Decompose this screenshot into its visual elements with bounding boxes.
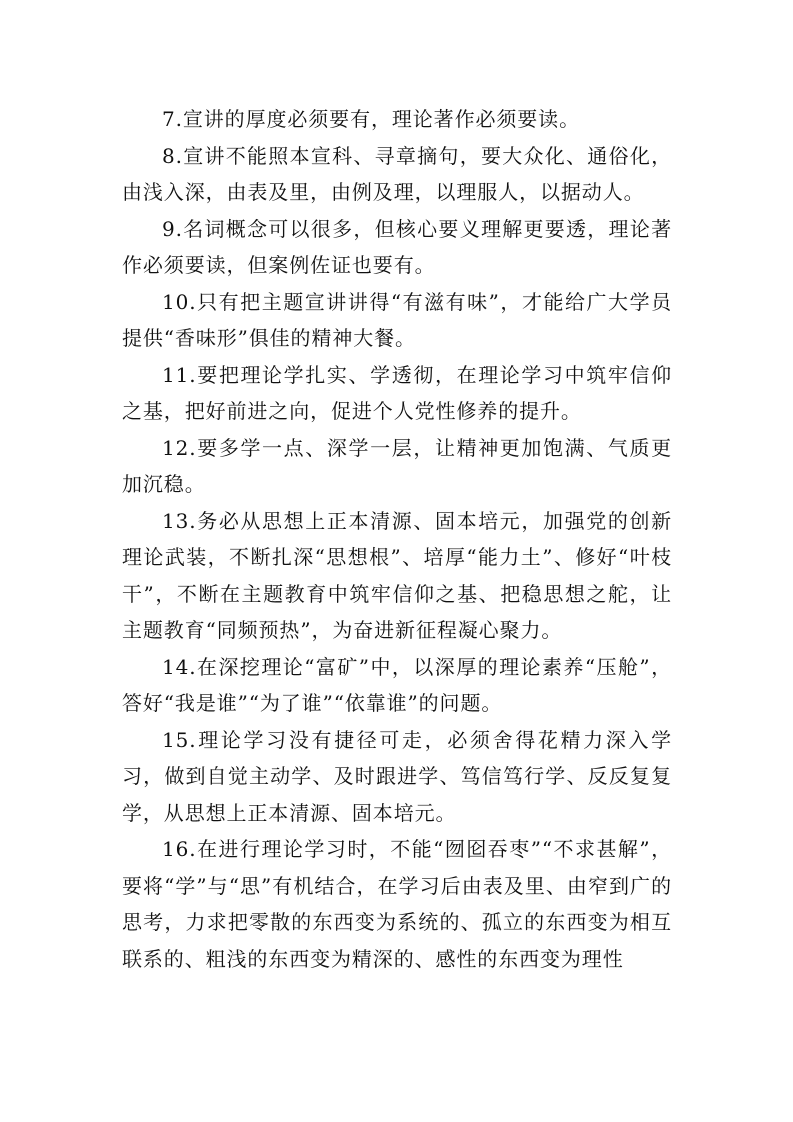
paragraph-10: 10.只有把主题宣讲讲得“有滋有味”，才能给广大学员提供“香味形”俱佳的精神大餐。 bbox=[122, 289, 672, 350]
paragraph-11: 11.要把理论学扎实、学透彻，在理论学习中筑牢信仰之基，把好前进之向，促进个人党性修养的提升。 bbox=[122, 362, 672, 423]
document-body bbox=[122, 101, 672, 977]
paragraph-12: 12.要多学一点、深学一层，让精神更加饱满、气质更加沉稳。 bbox=[122, 435, 672, 496]
paragraph-14: 14.在深挖理论“富矿”中，以深厚的理论素养“压舱”，答好“我是谁”“为了谁”“依靠谁”的问题。 bbox=[122, 654, 672, 715]
paragraph-8: 8.宣讲不能照本宣科、寻章摘句，要大众化、通俗化，由浅入深，由表及里，由例及理，以理服人，以据动人。 bbox=[122, 143, 672, 204]
paragraph-16: 16.在进行理论学习时，不能“囫囵吞枣”“不求甚解”，要将“学”与“思”有机结合，在学习后由表及里、由窄到广的思考，力求把零散的东西变为系统的、孤立的东西变为相互联系的、粗浅的东西变为精深的、感性的东西变为理性 bbox=[122, 837, 672, 971]
paragraph-7: 7.宣讲的厚度必须要有，理论著作必须要读。 bbox=[162, 107, 580, 131]
paragraph-15: 15.理论学习没有捷径可走，必须舍得花精力深入学习，做到自觉主动学、及时跟进学、笃信笃行学、反反复复学，从思想上正本清源、固本培元。 bbox=[122, 727, 672, 825]
paragraph-13: 13.务必从思想上正本清源、固本培元，加强党的创新理论武装，不断扎深“思想根”、培厚“能力土”、修好“叶枝干”，不断在主题教育中筑牢信仰之基、把稳思想之舵，让主题教育“同频预热”，为奋进新征程凝心聚力。 bbox=[122, 508, 672, 642]
paragraph-9: 9.名词概念可以很多，但核心要义理解更要透，理论著作必须要读，但案例佐证也要有。 bbox=[122, 216, 672, 277]
